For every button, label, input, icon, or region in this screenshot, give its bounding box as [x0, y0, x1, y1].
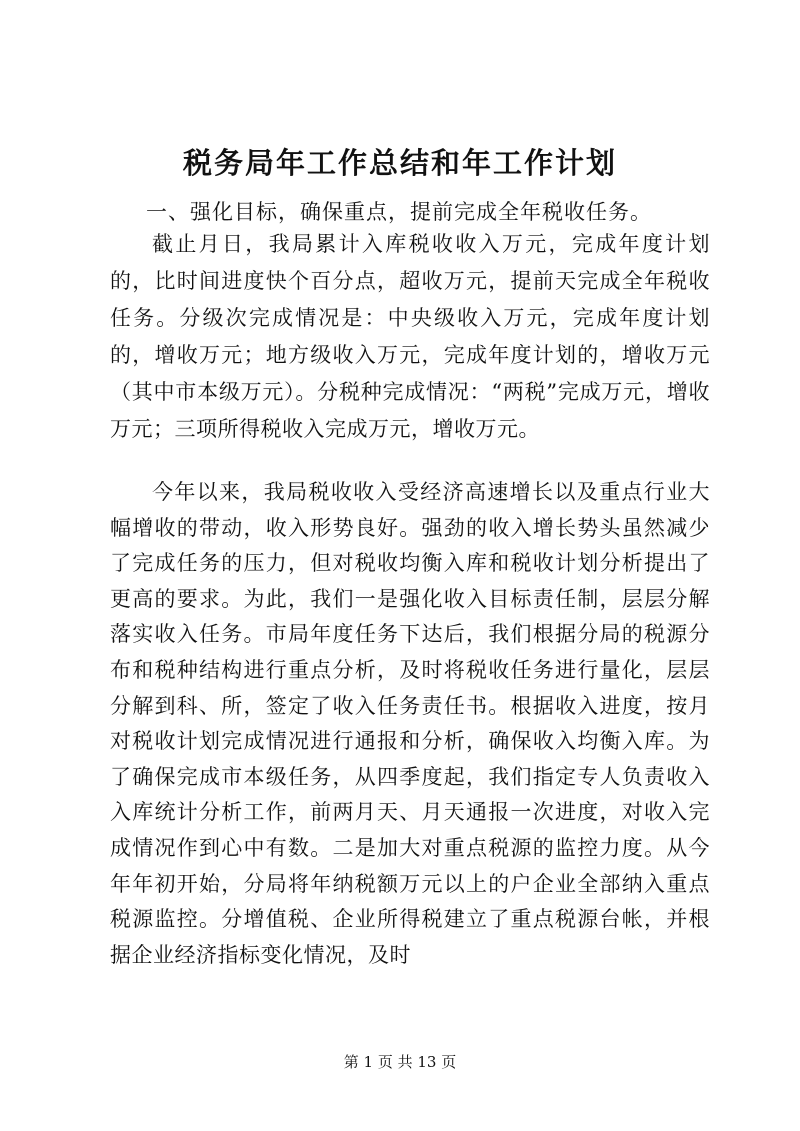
- body-paragraph: 今年以来，我局税收收入受经济高速增长以及重点行业大幅增收的带动，收入形势良好。强劲的收入增长势头虽然减少了完成任务的压力，但对税收均衡入库和税收计划分析提出了更高的要求。为此，我们一是强化收入目标责任制，层层分解落实收入任务。市局年度任务下达后，我们根据分局的税源分布和税种结构进行重点分析，及时将税收任务进行量化，层层分解到科、所，签定了收入任务责任书。根据收入进度，按月对税收计划完成情况进行通报和分析，确保收入均衡入库。为了确保完成市本级任务，从四季度起，我们指定专人负责收入入库统计分析工作，前两月天、月天通报一次进度，对收入完成情况作到心中有数。二是加大对重点税源的监控力度。从今年年初开始，分局将年纳税额万元以上的户企业全部纳入重点税源监控。分增值税、企业所得税建立了重点税源台帐，并根据企业经济指标变化情况，及时: [110, 480, 710, 967]
- body-paragraph: 截止月日，我局累计入库税收收入万元，完成年度计划的，比时间进度快个百分点，超收万元，提前天完成全年税收任务。分级次完成情况是：中央级收入万元，完成年度计划的，增收万元；地方级收入万元，完成年度计划的，增收万元（其中市本级万元）。分税种完成情况：“两税”完成万元，增收万元；三项所得税收入完成万元，增收万元。: [110, 232, 710, 441]
- document-title: 税务局年工作总结和年工作计划: [182, 146, 617, 180]
- page-footer: 第 1 页 共 13 页: [343, 1053, 457, 1071]
- section-heading: 一、强化目标，确保重点，提前完成全年税收任务。: [146, 200, 652, 224]
